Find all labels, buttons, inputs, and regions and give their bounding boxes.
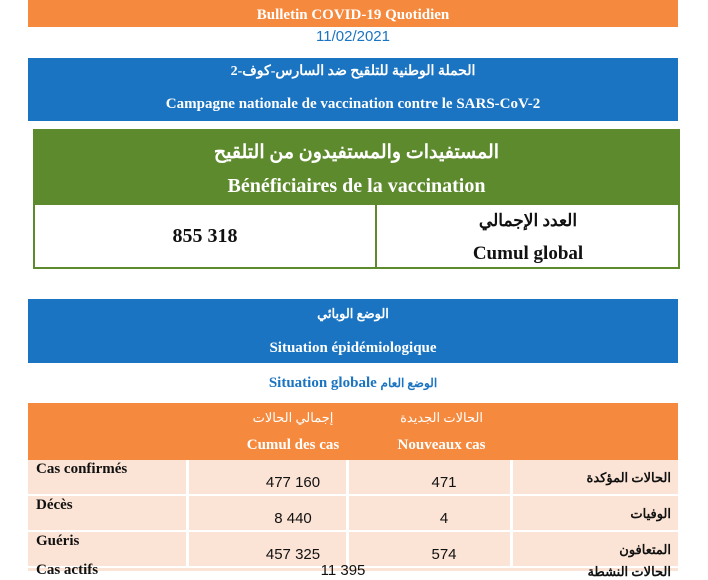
row-label-ar: الوفيات — [630, 506, 671, 521]
beneficiaries-title-fr: Bénéficiaires de la vaccination — [227, 175, 486, 197]
row-label-ar: الحالات النشطة — [587, 564, 671, 579]
beneficiaries-label-fr: Cumul global — [472, 243, 584, 264]
beneficiaries-label-ar: العدد الإجمالي — [478, 211, 578, 230]
campaign-banner — [28, 58, 678, 121]
column-cumul-fr: Cumul des cas — [246, 437, 340, 453]
beneficiaries-divider — [375, 205, 377, 267]
global-situation-title-ar: الوضع العام — [380, 376, 438, 390]
beneficiaries-title-ar: المستفيدات والمستفيدون من التلقيح — [213, 142, 500, 163]
table-header — [28, 403, 678, 460]
bulletin-header — [28, 0, 678, 27]
table-row — [28, 496, 678, 530]
table-row — [28, 460, 678, 494]
beneficiaries-value: 855 318 — [172, 225, 238, 247]
global-situation-title — [28, 375, 678, 392]
bulletin-date: 11/02/2021 — [316, 28, 390, 45]
row-label-fr: Cas confirmés — [36, 461, 128, 477]
row-label-ar: الحالات المؤكدة — [586, 470, 671, 485]
bulletin-title: Bulletin COVID-19 Quotidien — [256, 7, 450, 23]
column-new-fr: Nouveaux cas — [397, 437, 486, 453]
epidemiology-title-fr: Situation épidémiologique — [269, 340, 437, 356]
table-row — [28, 532, 678, 566]
row-cumul-value: 11 395 — [320, 562, 366, 579]
campaign-title-fr: Campagne nationale de vaccination contre le SARS-CoV-2 — [165, 96, 541, 112]
row-cumul-value: 8 440 — [274, 510, 312, 527]
column-cumul-ar: إجمالي الحالات — [252, 410, 334, 425]
epidemiology-title-ar: الوضع الوبائي — [317, 306, 389, 321]
row-new-value: 4 — [439, 510, 449, 527]
row-new-value: 471 — [431, 474, 457, 491]
campaign-title-ar: الحملة الوطنية للتلقيح ضد السارس-كوف-2 — [230, 64, 476, 79]
beneficiaries-panel — [33, 129, 680, 269]
row-new-value: 574 — [431, 546, 457, 563]
row-cumul-value: 457 325 — [265, 546, 321, 563]
beneficiaries-header — [35, 131, 678, 205]
row-label-fr: Cas actifs — [36, 562, 99, 578]
row-label-fr: Guéris — [36, 533, 80, 549]
row-cumul-value: 477 160 — [265, 474, 321, 491]
column-new-ar: الحالات الجديدة — [400, 410, 483, 425]
row-label-fr: Décès — [36, 497, 73, 513]
epidemiology-banner — [28, 299, 678, 363]
global-situation-title-fr: Situation globale — [268, 375, 377, 391]
row-label-ar: المتعافون — [619, 542, 671, 557]
